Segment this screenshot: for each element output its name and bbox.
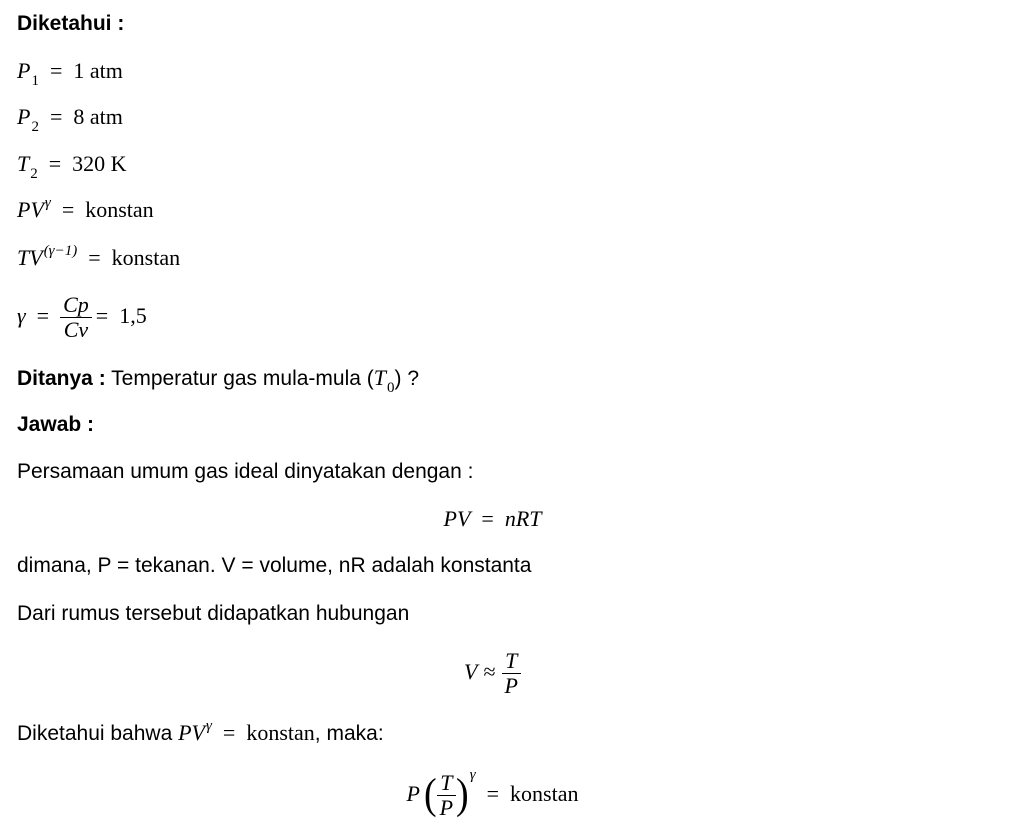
paragraph-relation: Dari rumus tersebut didapatkan hubungan <box>17 602 410 625</box>
equation-ideal-gas: PV = nRT <box>443 506 542 531</box>
equation-proportional: V ≈ $\frac{T}{P}$ <box>0 644 985 700</box>
given-p2: $P_2 = 8$ atm <box>17 104 123 135</box>
paragraph-known-adiabatic: Diketahui bahwa $PV^\gamma$ = konstan, maka: <box>17 718 384 745</box>
given-adiabatic-tv: $TV^{(\gamma-1)}$ = konstan <box>17 243 181 270</box>
gamma-fraction: $\frac{Cp}{Cv}$ <box>60 293 92 342</box>
final-fraction: $\frac{T}{P}$ <box>437 771 456 820</box>
asked-line: Ditanya : Temperatur gas mula-mula $(T_0)$ ? <box>17 365 420 396</box>
given-gamma: γ = $\frac{Cp}{Cv}$ = 1,5 <box>17 292 147 343</box>
given-t2: $T_2 = 320$ K <box>17 151 127 182</box>
paragraph-ideal-gas: Persamaan umum gas ideal dinyatakan dengan : <box>17 460 474 483</box>
given-p1: $P_1 = 1$ atm <box>17 58 123 89</box>
answer-heading: Jawab : <box>17 413 95 436</box>
paragraph-definitions: dimana, P = tekanan. V = volume, nR adalah konstanta <box>17 554 532 577</box>
given-adiabatic-pv: $PV^\gamma$ = konstan <box>17 195 154 222</box>
t-over-p-fraction: $\frac{T}{P}$ <box>502 649 521 698</box>
equation-final: P ( $\frac{T}{P}$ )$^\gamma$= konstan <box>406 767 579 821</box>
given-heading: Diketahui : <box>17 12 125 35</box>
